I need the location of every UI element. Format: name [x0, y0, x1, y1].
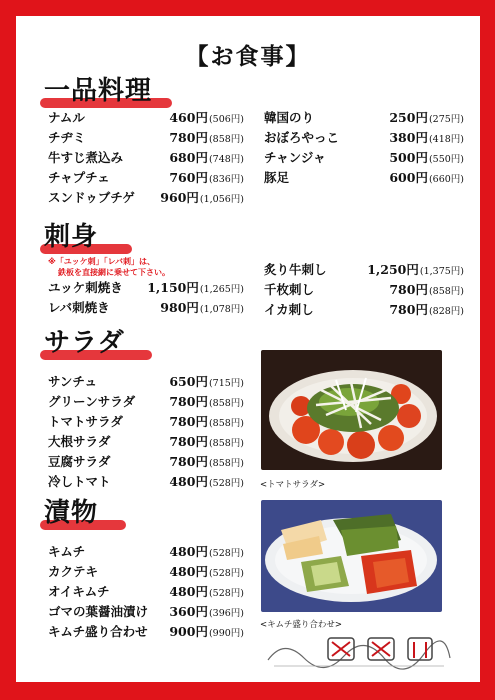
tomato-salad-photo: [261, 350, 442, 470]
menu-item: イカ刺し 780円 (828円): [264, 302, 464, 317]
menu-item: スンドゥブチゲ 960円 (1,056円): [48, 190, 244, 205]
menu-item: 韓国のり 250円 (275円): [264, 110, 464, 125]
menu-item: カクテキ 480円 (528円): [48, 564, 244, 579]
section-title-tsukemono: 漬物: [44, 498, 99, 528]
menu-item: 大根サラダ 780円 (858円): [48, 434, 244, 449]
menu-item: 牛すじ煮込み 680円 (748円): [48, 150, 244, 165]
section-title-salad: サラダ: [44, 328, 125, 358]
menu-item: 豆腐サラダ 780円 (858円): [48, 454, 244, 469]
menu-item: 冷しトマト 480円 (528円): [48, 474, 244, 489]
kimchi-caption: <キムチ盛り合わせ>: [260, 620, 342, 630]
sashimi-note: ※「ユッケ刺」「レバ刺」は、 鉄板を直接網に乗せて下さい。: [48, 257, 170, 277]
menu-item: チヂミ 780円 (858円): [48, 130, 244, 145]
menu-item: 豚足 600円 (660円): [264, 170, 464, 185]
menu-item: ナムル 460円 (506円): [48, 110, 244, 125]
menu-item: レバ刺焼き 980円 (1,078円): [48, 300, 244, 315]
menu-item: 千枚刺し 780円 (858円): [264, 282, 464, 297]
menu-item: チャプチェ 760円 (836円): [48, 170, 244, 185]
stamp-decoration-icon: [264, 630, 454, 670]
menu-item: ゴマの葉醤油漬け 360円 (396円): [48, 604, 244, 619]
menu-item: キムチ盛り合わせ 900円 (990円): [48, 624, 244, 639]
section-title-ippin: 一品料理: [44, 76, 153, 106]
section-title-sashimi: 刺身: [44, 222, 99, 252]
menu-item: キムチ 480円 (528円): [48, 544, 244, 559]
page-title: 【お食事】: [185, 43, 311, 70]
menu-item: 炙り牛刺し 1,250円 (1,375円): [264, 262, 464, 277]
menu-item: おぼろやっこ 380円 (418円): [264, 130, 464, 145]
menu-sheet: [16, 16, 480, 682]
menu-item: ユッケ刺焼き 1,150円 (1,265円): [48, 280, 244, 295]
menu-item: オイキムチ 480円 (528円): [48, 584, 244, 599]
kimchi-photo: [261, 500, 442, 612]
menu-item: チャンジャ 500円 (550円): [264, 150, 464, 165]
menu-item: サンチュ 650円 (715円): [48, 374, 244, 389]
tomato-salad-caption: <トマトサラダ>: [260, 480, 326, 490]
menu-item: グリーンサラダ 780円 (858円): [48, 394, 244, 409]
menu-item: トマトサラダ 780円 (858円): [48, 414, 244, 429]
